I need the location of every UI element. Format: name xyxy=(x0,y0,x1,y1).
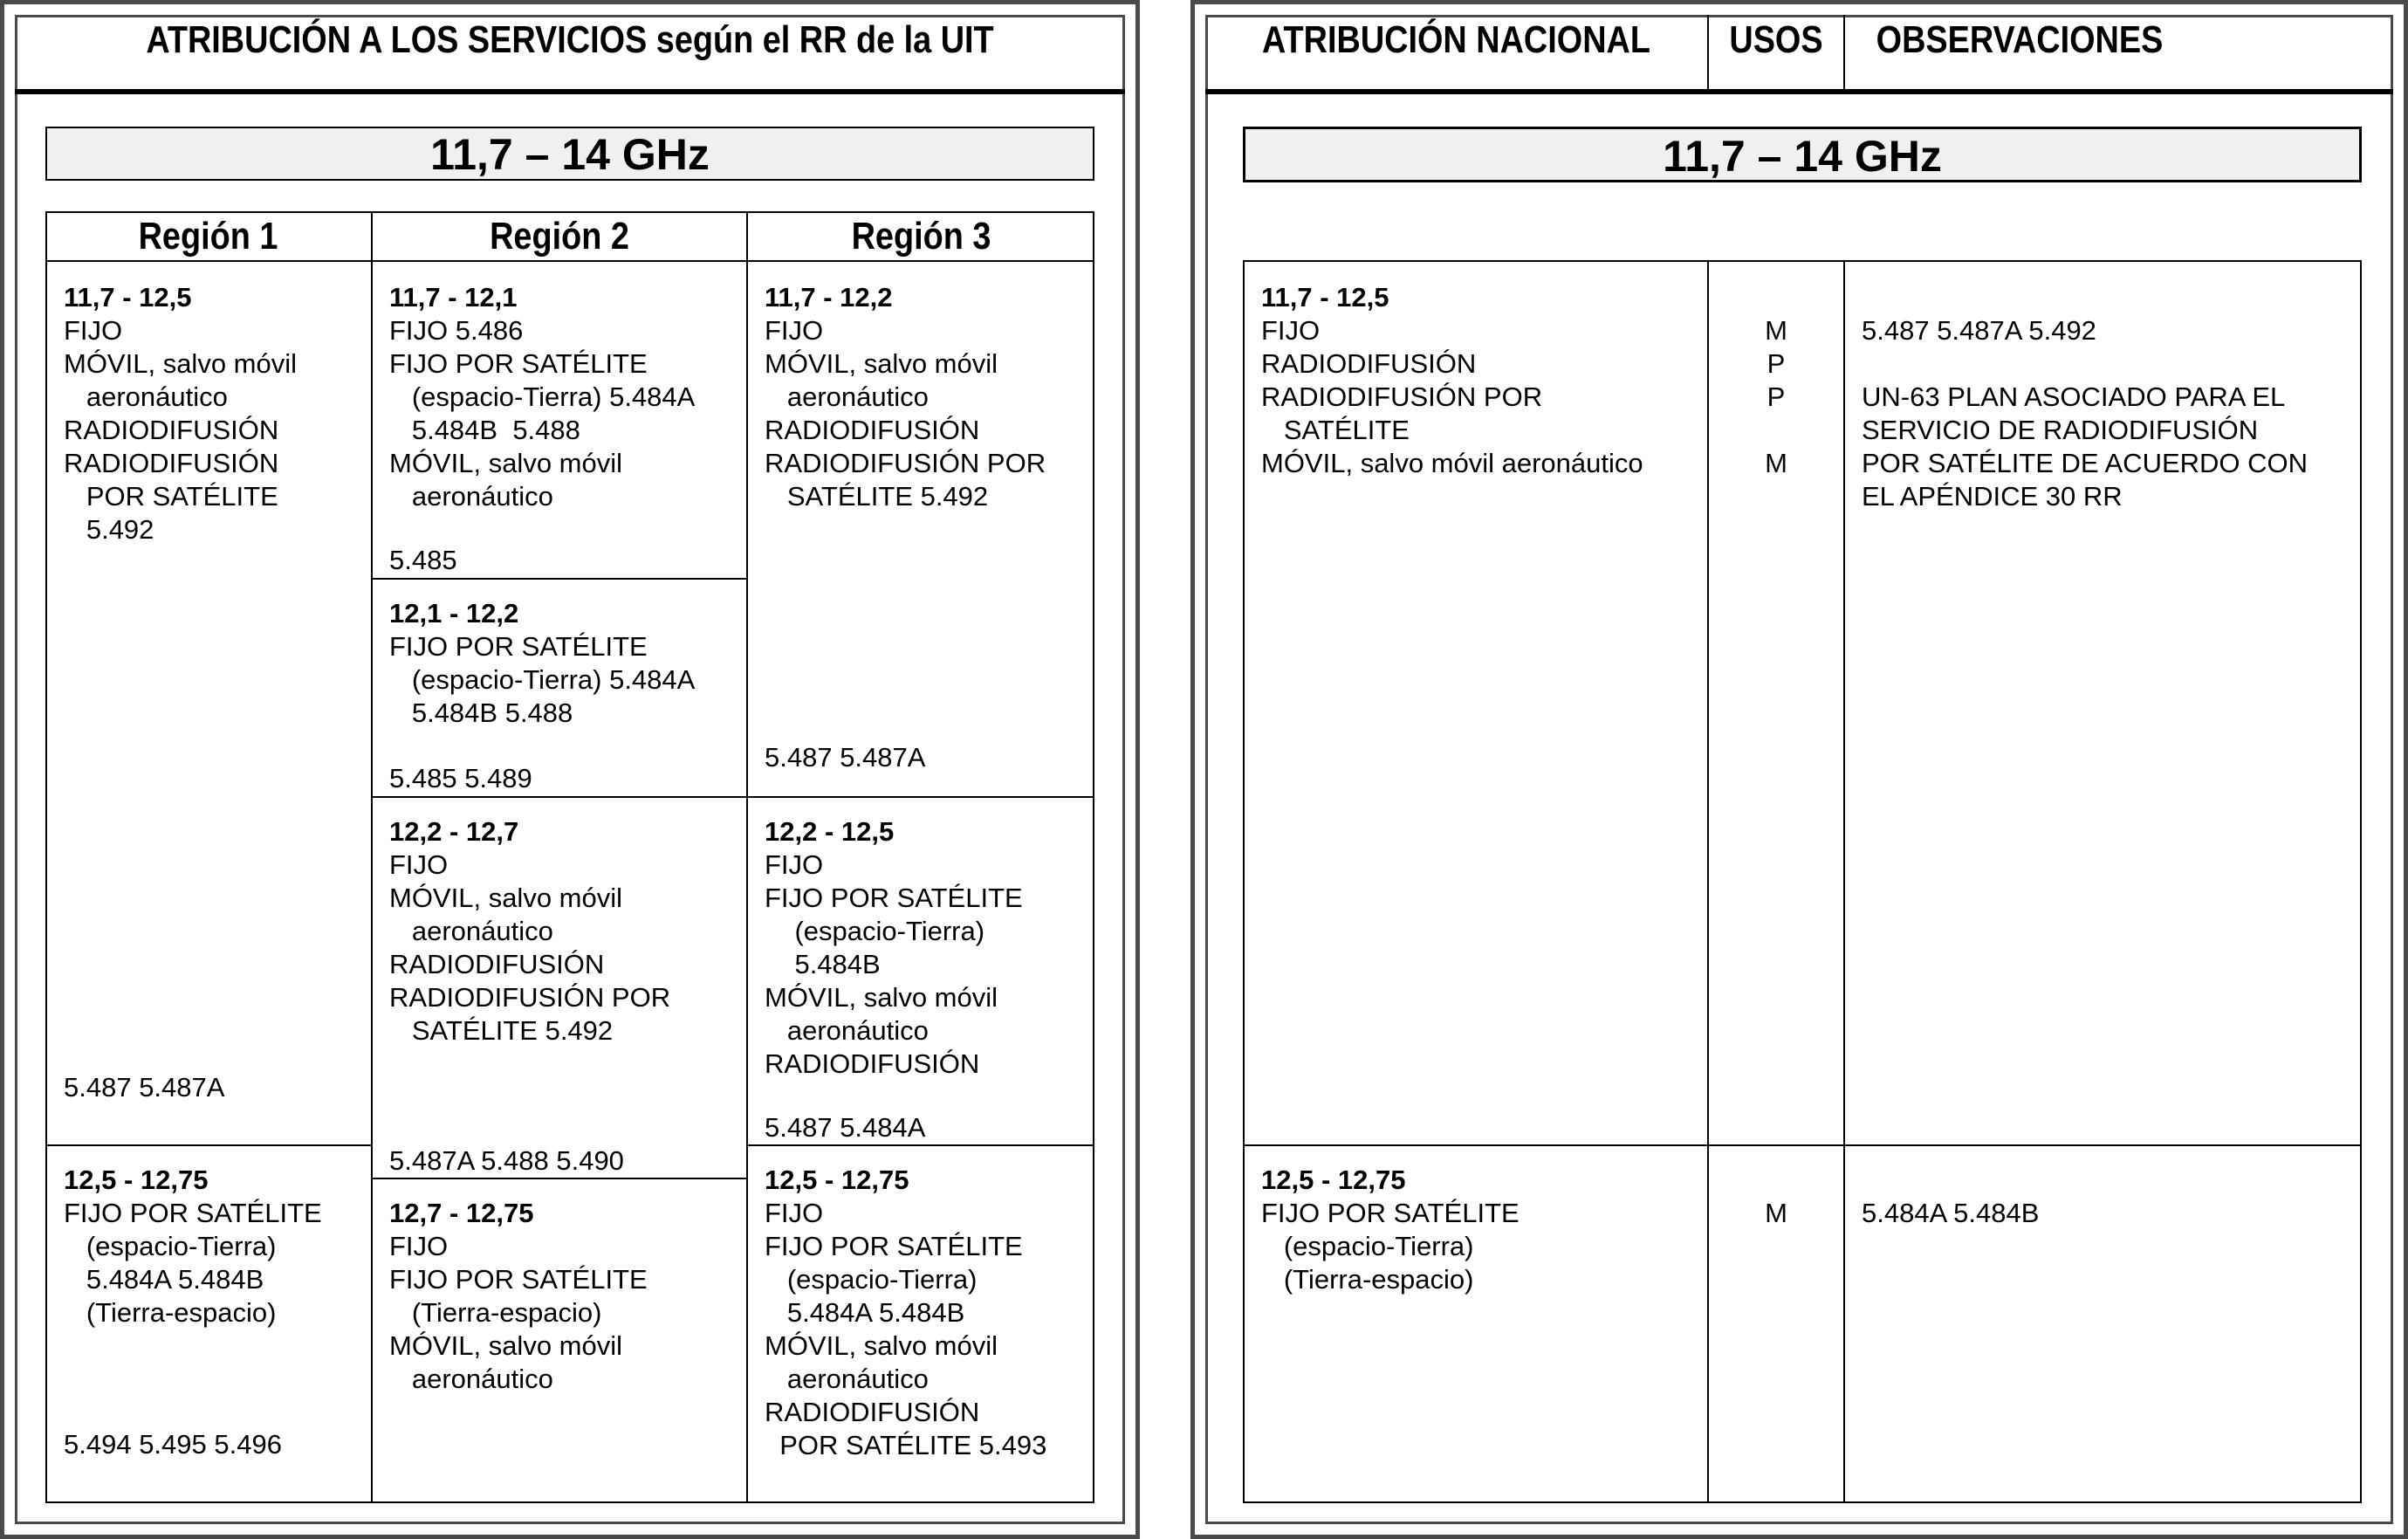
r3-band-12-5-range: 12,5 - 12,75 xyxy=(765,1165,909,1195)
region-divider-1 xyxy=(371,211,373,1503)
r2-band-11-7-services: FIJO 5.486 FIJO POR SATÉLITE (espacio-Tierra) 5.484A 5.484B 5.488 MÓVIL, salvo móvil aeronáutico xyxy=(389,315,696,512)
r1-band-11-7-range: 11,7 - 12,5 xyxy=(64,282,192,313)
r2-divider-1 xyxy=(373,578,746,580)
r3-divider-2 xyxy=(748,1144,1094,1146)
region-1-heading: Región 1 xyxy=(138,215,278,258)
r3-band-11-7-range: 11,7 - 12,2 xyxy=(765,282,893,313)
region-divider-2 xyxy=(746,211,748,1503)
observaciones-heading: OBSERVACIONES xyxy=(1876,18,2164,61)
nat-band-12-5-usos: M xyxy=(1765,1198,1787,1228)
nat-band-11-7-services: FIJO RADIODIFUSIÓN RADIODIFUSIÓN POR SATÉLITE MÓVIL, salvo móvil aeronáutico xyxy=(1261,315,1643,478)
left-header-rule xyxy=(15,89,1125,94)
left-panel-title: ATRIBUCIÓN A LOS SERVICIOS según el RR de la UIT xyxy=(146,18,994,61)
left-band-title: 11,7 – 14 GHz xyxy=(45,127,1094,181)
national-row-divider xyxy=(1243,1144,2362,1146)
r2-divider-3 xyxy=(373,1178,746,1179)
r3-band-11-7-notes: 5.487 5.487A xyxy=(765,742,926,773)
r3-band-12-2-services: FIJO FIJO POR SATÉLITE (espacio-Tierra) 5.484B MÓVIL, salvo móvil aeronáutico RADIODIFUSIÓN xyxy=(765,849,1023,1079)
nat-band-12-5-observaciones: 5.484A 5.484B xyxy=(1862,1198,2040,1228)
r2-band-12-1-range: 12,1 - 12,2 xyxy=(389,598,519,629)
r2-band-12-1-notes: 5.485 5.489 xyxy=(389,763,532,794)
r2-band-12-2-notes: 5.487A 5.488 5.490 xyxy=(389,1145,624,1176)
r3-band-11-7-services: FIJO MÓVIL, salvo móvil aeronáutico RADIODIFUSIÓN RADIODIFUSIÓN POR SATÉLITE 5.492 xyxy=(765,315,1046,512)
r3-band-12-2-range: 12,2 - 12,5 xyxy=(765,816,895,847)
r1-band-12-5-range: 12,5 - 12,75 xyxy=(64,1165,209,1195)
r3-band-12-5-services: FIJO FIJO POR SATÉLITE (espacio-Tierra) 5.484A 5.484B MÓVIL, salvo móvil aeronáutico RADIODIFUSIÓN POR SATÉLITE 5.493 xyxy=(765,1198,1047,1460)
r2-band-12-1-services: FIJO POR SATÉLITE (espacio-Tierra) 5.484A 5.484B 5.488 xyxy=(389,631,696,728)
right-band-title: 11,7 – 14 GHz xyxy=(1243,127,2362,182)
national-allocation-heading: ATRIBUCIÓN NACIONAL xyxy=(1262,18,1650,61)
r3-band-12-2-notes: 5.487 5.484A xyxy=(765,1112,926,1143)
right-header-rule xyxy=(1205,89,2393,94)
national-divider-2 xyxy=(1843,260,1845,1503)
right-header-divider-1 xyxy=(1707,15,1709,92)
r3-divider-1 xyxy=(748,796,1094,798)
r1-divider xyxy=(45,1144,371,1146)
r2-divider-2 xyxy=(373,796,746,798)
r1-band-12-5-notes: 5.494 5.495 5.496 xyxy=(64,1429,282,1460)
r2-band-12-2-range: 12,2 - 12,7 xyxy=(389,816,519,847)
r2-band-12-7-services: FIJO FIJO POR SATÉLITE (Tierra-espacio) MÓVIL, salvo móvil aeronáutico xyxy=(389,1231,648,1394)
r1-band-12-5-services: FIJO POR SATÉLITE (espacio-Tierra) 5.484A 5.484B (Tierra-espacio) xyxy=(64,1198,322,1328)
r1-band-11-7-services: FIJO MÓVIL, salvo móvil aeronáutico RADIODIFUSIÓN RADIODIFUSIÓN POR SATÉLITE 5.492 xyxy=(64,315,298,545)
r1-band-11-7-notes: 5.487 5.487A xyxy=(64,1072,225,1103)
usos-heading: USOS xyxy=(1729,18,1823,61)
r2-band-11-7-notes: 5.485 xyxy=(389,545,457,575)
nat-band-12-5-services: FIJO POR SATÉLITE (espacio-Tierra) (Tierra-espacio) xyxy=(1261,1198,1520,1295)
r2-band-11-7-range: 11,7 - 12,1 xyxy=(389,282,518,313)
r2-band-12-7-range: 12,7 - 12,75 xyxy=(389,1198,534,1228)
r2-band-12-2-services: FIJO MÓVIL, salvo móvil aeronáutico RADIODIFUSIÓN RADIODIFUSIÓN POR SATÉLITE 5.492 xyxy=(389,849,671,1046)
right-header-divider-2 xyxy=(1843,15,1845,92)
nat-band-12-5-range: 12,5 - 12,75 xyxy=(1261,1165,1406,1195)
region-2-heading: Región 2 xyxy=(490,215,629,258)
region-header-rule xyxy=(45,260,1094,262)
region-3-heading: Región 3 xyxy=(851,215,991,258)
nat-band-11-7-observaciones: 5.487 5.487A 5.492 UN-63 PLAN ASOCIADO PARA EL SERVICIO DE RADIODIFUSIÓN POR SATÉLITE DE ACUERDO CON EL APÉNDICE 30 RR xyxy=(1862,315,2309,512)
nat-band-11-7-range: 11,7 - 12,5 xyxy=(1261,282,1389,313)
nat-band-11-7-usos: M P P M xyxy=(1765,315,1787,478)
